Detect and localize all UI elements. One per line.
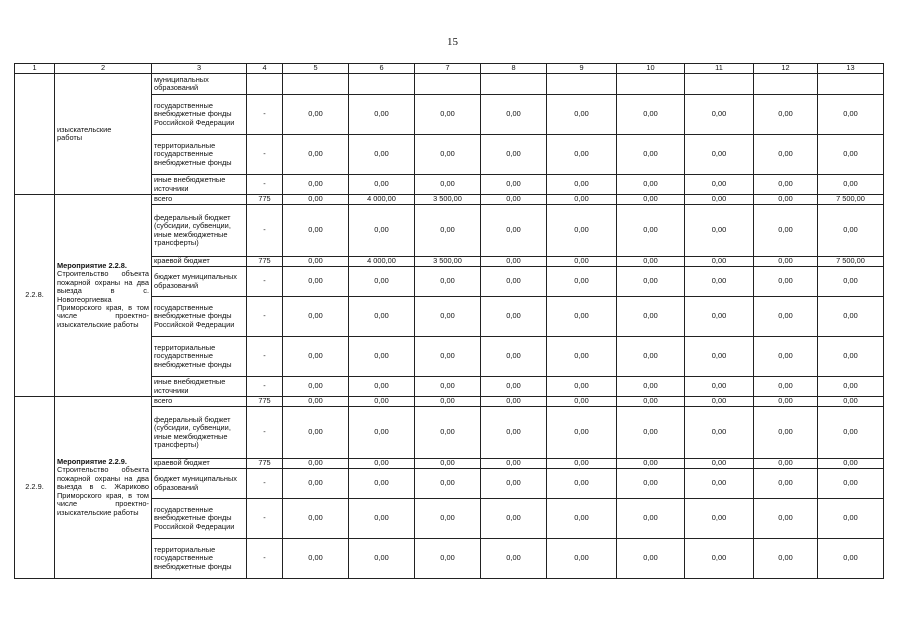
value-cell: 0,00 [818,135,884,175]
value-cell: 0,00 [685,267,754,297]
value-cell: 0,00 [818,407,884,459]
value-cell: 0,00 [754,499,818,539]
item-code: 2.2.9. [15,397,55,579]
value-cell: 0,00 [283,397,349,407]
value-cell: 0,00 [818,459,884,469]
value-cell: 0,00 [349,407,415,459]
value-cell: - [247,95,283,135]
value-cell: 0,00 [547,377,617,397]
value-cell: 0,00 [415,297,481,337]
value-cell: 0,00 [754,469,818,499]
column-header: 6 [349,64,415,74]
value-cell: 0,00 [415,407,481,459]
column-header: 9 [547,64,617,74]
value-cell: - [247,377,283,397]
value-cell: 0,00 [685,469,754,499]
value-cell: - [247,175,283,195]
value-cell: 0,00 [481,459,547,469]
value-cell: 0,00 [617,95,685,135]
funding-source: государственные внебюджетные фонды Российской Федерации [152,297,247,337]
value-cell: 0,00 [754,135,818,175]
value-cell: 0,00 [283,257,349,267]
column-header: 2 [55,64,152,74]
value-cell: 0,00 [685,377,754,397]
value-cell: 0,00 [283,205,349,257]
value-cell: 0,00 [685,499,754,539]
value-cell: 0,00 [754,397,818,407]
value-cell: 0,00 [547,297,617,337]
value-cell: 0,00 [754,205,818,257]
value-cell: 775 [247,397,283,407]
value-cell: 0,00 [415,459,481,469]
column-header: 4 [247,64,283,74]
value-cell: - [247,135,283,175]
table-row [15,74,884,95]
value-cell: 0,00 [349,205,415,257]
column-header: 11 [685,64,754,74]
value-cell: 0,00 [547,195,617,205]
value-cell: - [247,499,283,539]
value-cell: 0,00 [547,337,617,377]
value-cell: - [247,337,283,377]
value-cell: 0,00 [547,397,617,407]
value-cell: 0,00 [481,407,547,459]
value-cell: - [247,297,283,337]
value-cell: 0,00 [415,267,481,297]
funding-source: территориальные государственные внебюджетные фонды [152,135,247,175]
item-code: 2.2.8. [15,195,55,397]
value-cell: 0,00 [818,95,884,135]
funding-source: государственные внебюджетные фонды Российской Федерации [152,95,247,135]
value-cell: 0,00 [685,459,754,469]
value-cell: 0,00 [481,377,547,397]
value-cell: 0,00 [617,377,685,397]
value-cell: 0,00 [283,499,349,539]
value-cell [415,74,481,95]
value-cell: 0,00 [754,407,818,459]
funding-source: всего [152,397,247,407]
value-cell: 0,00 [547,267,617,297]
value-cell: 0,00 [547,469,617,499]
item-description-cell [55,397,152,579]
column-header: 13 [818,64,884,74]
value-cell: 775 [247,459,283,469]
value-cell: 0,00 [283,95,349,135]
value-cell: 0,00 [349,267,415,297]
value-cell: 0,00 [283,297,349,337]
value-cell: 0,00 [818,469,884,499]
column-header: 8 [481,64,547,74]
value-cell: 0,00 [818,175,884,195]
value-cell: 0,00 [415,539,481,579]
value-cell: 0,00 [617,135,685,175]
value-cell: 0,00 [754,95,818,135]
funding-source: федеральный бюджет (субсидии, субвенции, иные межбюджетные трансферты) [152,407,247,459]
value-cell: 0,00 [617,397,685,407]
value-cell: 3 500,00 [415,195,481,205]
value-cell: - [247,539,283,579]
value-cell: 0,00 [754,175,818,195]
value-cell: 0,00 [481,337,547,377]
value-cell: 0,00 [685,407,754,459]
funding-source: территориальные государственные внебюджетные фонды [152,337,247,377]
funding-source: краевой бюджет [152,257,247,267]
value-cell: 0,00 [685,175,754,195]
item-code [15,74,55,195]
value-cell [754,74,818,95]
value-cell: 0,00 [349,539,415,579]
value-cell: 0,00 [481,469,547,499]
value-cell: 0,00 [481,135,547,175]
value-cell [481,74,547,95]
value-cell: 0,00 [349,397,415,407]
value-cell: 0,00 [349,95,415,135]
value-cell: 0,00 [685,539,754,579]
value-cell: 0,00 [547,459,617,469]
value-cell: 0,00 [547,499,617,539]
value-cell: 775 [247,195,283,205]
column-header: 10 [617,64,685,74]
table-row [15,195,884,205]
page-number: 15 [447,36,458,48]
value-cell: 0,00 [685,205,754,257]
value-cell: 0,00 [547,95,617,135]
funding-source: иные внебюджетные источники [152,175,247,195]
value-cell: 0,00 [481,267,547,297]
funding-source: федеральный бюджет (субсидии, субвенции, иные межбюджетные трансферты) [152,205,247,257]
value-cell: 0,00 [818,377,884,397]
value-cell: 0,00 [754,337,818,377]
value-cell [617,74,685,95]
value-cell: 0,00 [481,397,547,407]
value-cell: 0,00 [818,539,884,579]
value-cell: 0,00 [415,397,481,407]
column-header: 3 [152,64,247,74]
value-cell: 0,00 [818,397,884,407]
funding-source: территориальные государственные внебюджетные фонды [152,539,247,579]
value-cell: 0,00 [481,499,547,539]
value-cell: 0,00 [754,539,818,579]
value-cell: 0,00 [349,499,415,539]
value-cell: 0,00 [415,135,481,175]
value-cell: 0,00 [685,397,754,407]
value-cell: 0,00 [481,297,547,337]
value-cell: 0,00 [283,337,349,377]
item-title: Мероприятие 2.2.9. [57,457,127,467]
value-cell [349,74,415,95]
value-cell: 0,00 [481,257,547,267]
value-cell: 0,00 [547,407,617,459]
value-cell: 7 500,00 [818,195,884,205]
value-cell: 0,00 [481,195,547,205]
value-cell: 0,00 [617,205,685,257]
value-cell: - [247,469,283,499]
value-cell: 775 [247,257,283,267]
value-cell: 0,00 [415,175,481,195]
value-cell: 0,00 [481,175,547,195]
value-cell: 0,00 [617,539,685,579]
value-cell: - [247,267,283,297]
item-description: работы [57,133,83,142]
value-cell: 0,00 [685,297,754,337]
value-cell: 0,00 [283,195,349,205]
funding-source: краевой бюджет [152,459,247,469]
column-header: 7 [415,64,481,74]
value-cell: 0,00 [415,95,481,135]
value-cell: 0,00 [818,267,884,297]
value-cell: 7 500,00 [818,257,884,267]
value-cell: 0,00 [754,195,818,205]
funding-source: бюджет муниципальных образований [152,469,247,499]
value-cell: 0,00 [617,195,685,205]
value-cell: 0,00 [415,377,481,397]
value-cell: 0,00 [547,539,617,579]
column-header: 12 [754,64,818,74]
value-cell: 0,00 [754,377,818,397]
value-cell: 0,00 [685,95,754,135]
value-cell: 0,00 [415,499,481,539]
value-cell: 0,00 [754,257,818,267]
value-cell [685,74,754,95]
value-cell [247,74,283,95]
value-cell: 0,00 [617,499,685,539]
item-description-cell [55,195,152,397]
value-cell: 0,00 [349,459,415,469]
value-cell: 0,00 [349,175,415,195]
value-cell: 4 000,00 [349,195,415,205]
value-cell: 0,00 [685,135,754,175]
value-cell: - [247,407,283,459]
value-cell: 0,00 [818,297,884,337]
value-cell: 0,00 [818,337,884,377]
value-cell: 0,00 [283,459,349,469]
value-cell: 0,00 [283,377,349,397]
item-title: Мероприятие 2.2.8. [57,260,127,270]
value-cell: 0,00 [547,205,617,257]
value-cell: 0,00 [349,135,415,175]
column-header: 5 [283,64,349,74]
value-cell: 0,00 [283,267,349,297]
value-cell: 0,00 [283,175,349,195]
value-cell: 0,00 [481,539,547,579]
value-cell: 0,00 [685,337,754,377]
value-cell: 0,00 [617,459,685,469]
value-cell: 0,00 [617,267,685,297]
header-row [15,64,884,74]
value-cell: 0,00 [349,297,415,337]
value-cell: 0,00 [349,377,415,397]
funding-source: муниципальных образований [152,74,247,95]
table-row [15,397,884,407]
budget-table [14,63,884,579]
value-cell: 0,00 [754,459,818,469]
value-cell: 0,00 [349,469,415,499]
value-cell: 0,00 [283,407,349,459]
value-cell: 3 500,00 [415,257,481,267]
value-cell: 0,00 [283,469,349,499]
value-cell: 0,00 [415,205,481,257]
value-cell: 0,00 [481,205,547,257]
funding-source: государственные внебюджетные фонды Российской Федерации [152,499,247,539]
value-cell: - [247,205,283,257]
value-cell: 0,00 [818,499,884,539]
item-description: Строительство объекта пожарной охраны на два выезда в с. Новогеоргиевка Приморского края, в том числе проектно-изыскательские работы [57,269,149,329]
value-cell: 0,00 [617,175,685,195]
value-cell: 0,00 [754,297,818,337]
value-cell: 0,00 [415,337,481,377]
column-header: 1 [15,64,55,74]
value-cell: 0,00 [547,175,617,195]
value-cell: 0,00 [547,257,617,267]
value-cell: 0,00 [617,257,685,267]
value-cell: 0,00 [685,257,754,267]
funding-source: иные внебюджетные источники [152,377,247,397]
value-cell: 0,00 [617,469,685,499]
value-cell: 0,00 [481,95,547,135]
value-cell: 0,00 [617,337,685,377]
value-cell: 0,00 [685,195,754,205]
value-cell [818,74,884,95]
item-description: изыскательские [57,124,112,134]
value-cell: 0,00 [818,205,884,257]
value-cell: 0,00 [283,539,349,579]
value-cell: 0,00 [283,135,349,175]
funding-source: бюджет муниципальных образований [152,267,247,297]
value-cell [283,74,349,95]
funding-source: всего [152,195,247,205]
item-description-cell [55,74,152,195]
value-cell: 0,00 [754,267,818,297]
value-cell: 0,00 [415,469,481,499]
value-cell [547,74,617,95]
value-cell: 0,00 [547,135,617,175]
item-description: Строительство объекта пожарной охраны на два выезда в с. Жариково Приморского края, в том числе проектно-изыскательские работы [57,465,149,517]
value-cell: 4 000,00 [349,257,415,267]
value-cell: 0,00 [349,337,415,377]
value-cell: 0,00 [617,297,685,337]
value-cell: 0,00 [617,407,685,459]
